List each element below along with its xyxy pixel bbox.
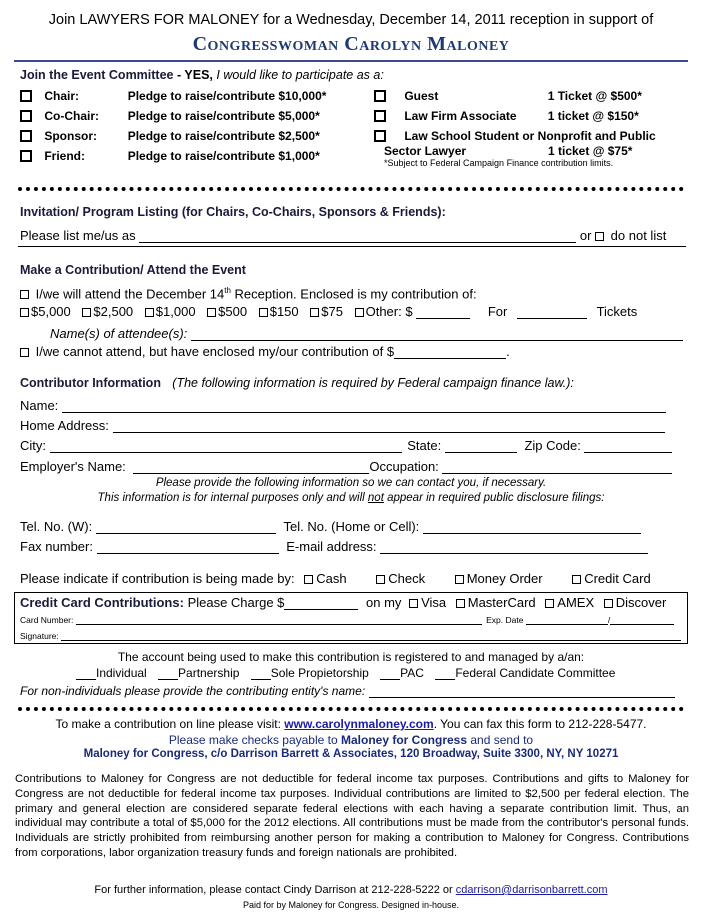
contributor-note: (The following information is required by Federal campaign finance law.): <box>172 376 574 390</box>
guest-checkbox[interactable] <box>374 90 386 102</box>
fax-row <box>20 539 648 554</box>
checks-row <box>0 733 702 747</box>
payment-option-money-order[interactable]: Money Order <box>455 571 543 586</box>
amount-option-500[interactable]: $500 <box>207 304 247 319</box>
card-amex[interactable]: AMEX <box>545 595 594 610</box>
tickets-text: Tickets <box>596 304 638 319</box>
name-label: Name: <box>20 398 59 413</box>
co-chair-checkbox[interactable] <box>20 110 32 122</box>
ticket-price-student: 1 ticket @ $75* <box>548 144 633 158</box>
listing-underline <box>18 246 686 247</box>
entity-name-row <box>20 684 675 698</box>
attendees-row <box>50 326 683 341</box>
committee-heading <box>20 68 384 82</box>
law-firm-associate-checkbox[interactable] <box>374 110 386 122</box>
entity-name-label: For non-individuals please provide the contributing entity's name: <box>20 684 366 698</box>
online-row <box>0 717 702 731</box>
invitation-list-row <box>20 228 666 243</box>
city-row <box>20 438 672 453</box>
tel-work-label: Tel. No. (W): <box>20 519 93 534</box>
payment-option-credit-card[interactable]: Credit Card <box>572 571 650 586</box>
employer-line[interactable] <box>133 462 369 474</box>
other-amount-line[interactable] <box>416 307 470 319</box>
card-mastercard[interactable]: MasterCard <box>456 595 536 610</box>
signature-row <box>20 631 681 641</box>
name-line[interactable] <box>62 401 666 413</box>
name-row <box>20 398 666 413</box>
attendees-label: Name(s) of attendee(s): <box>50 326 188 341</box>
ticket-price: 1 ticket @ $150* <box>547 109 639 123</box>
signature-label: Signature: <box>20 631 59 641</box>
exp-month-line[interactable] <box>526 616 608 625</box>
attend-post: Reception. Enclosed is my contribution of: <box>230 286 477 302</box>
level-label: Sponsor: <box>44 129 98 143</box>
amount-options-row <box>20 304 637 319</box>
dotted-divider <box>18 187 684 191</box>
entity-types-row <box>76 666 615 680</box>
credit-card-title: Credit Card Contributions: <box>20 595 184 610</box>
disclaimer-paragraph: Contributions to Maloney for Congress are not deductible for federal income tax purposes. Contributions and gifts to Maloney for Congress are not deductible for federal income tax purposes. Individual contributions are limited to $2,500 per federal election. The primary and general election are considered separate federal elections with each having a separate contribution limit. Thus, an individual may contribute a total of $5,000 for the 2012 elections. All contributions must be made from the contributor's personal funds. Individuals are strictly prohibited from reimbursing another person for making a contribution to Maloney for Congress. Contributions from corporations, labor organization treasury funds and foreign nationals are prohibited. <box>15 773 689 859</box>
entity-name-line[interactable] <box>369 686 675 698</box>
card-discover[interactable]: Discover <box>604 595 667 610</box>
ticket-count-line[interactable] <box>517 307 587 319</box>
entity-individual[interactable]: Individual <box>76 666 147 680</box>
tel-home-label: Tel. No. (Home or Cell): <box>283 519 420 534</box>
amount-option-1000[interactable]: $1,000 <box>145 304 196 319</box>
occupation-label: Occupation: <box>369 459 439 474</box>
ticket-label: Law School Student or Nonprofit and Public <box>404 129 656 143</box>
online-post: . You can fax this form to 212-228-5477. <box>433 717 647 731</box>
header-candidate-name: Congresswoman Carolyn Maloney <box>192 33 510 55</box>
payment-option-check[interactable]: Check <box>376 571 425 586</box>
entity-partnership[interactable]: Partnership <box>158 666 239 680</box>
checks-post: and send to <box>470 733 534 747</box>
amount-option-75[interactable]: $75 <box>310 304 343 319</box>
footer-contact <box>0 884 702 896</box>
ticket-label: Guest <box>404 89 439 103</box>
footer-contact-text: For further information, please contact Cindy Darrison at 212-228-5222 or <box>94 884 453 896</box>
level-label: Friend: <box>44 149 86 163</box>
zip-label: Zip Code: <box>524 438 581 453</box>
level-label: Chair: <box>44 89 80 103</box>
cannot-attend-text: I/we cannot attend, but have enclosed my/our contribution of $ <box>35 344 395 359</box>
city-line[interactable] <box>50 441 402 453</box>
ticket-label: Law Firm Associate <box>404 109 517 123</box>
info-line-1: Please provide the following information so we can contact you, if necessary. <box>155 477 547 489</box>
cannot-attend-row[interactable]: I/we cannot attend, but have enclosed my/our contribution of $ . <box>20 344 510 359</box>
card-visa[interactable]: Visa <box>409 595 446 610</box>
checks-pre: Please make checks payable to <box>168 733 338 747</box>
ticket-student-nonprofit[interactable] <box>374 129 656 143</box>
student-nonprofit-checkbox[interactable] <box>374 130 386 142</box>
footer-paid-for: Paid for by Maloney for Congress. Designed in-house. <box>242 900 460 910</box>
amount-option-other[interactable]: Other: $ <box>355 304 413 319</box>
charge-amount-line[interactable] <box>284 598 358 610</box>
tel-home-line[interactable] <box>423 522 641 534</box>
employer-row <box>20 459 672 474</box>
fax-line[interactable] <box>97 542 279 554</box>
amount-option-2500[interactable]: $2,500 <box>82 304 133 319</box>
attend-checkbox[interactable] <box>20 290 29 299</box>
attend-pre: I/we will attend the December 14 <box>35 286 225 302</box>
committee-level-co-chair[interactable] <box>20 109 320 123</box>
occupation-line[interactable] <box>442 462 672 474</box>
ticket-law-firm-associate[interactable] <box>374 109 639 123</box>
checks-payee: Maloney for Congress <box>341 733 468 747</box>
zip-line[interactable] <box>584 441 672 453</box>
level-pledge: Pledge to raise/contribute $10,000* <box>127 89 327 103</box>
entity-pac[interactable]: PAC <box>380 666 424 680</box>
card-number-row: Card Number: Exp. Date / <box>20 615 674 625</box>
committee-yes: - YES, <box>176 68 213 82</box>
sponsor-checkbox[interactable] <box>20 130 32 142</box>
attend-sup: th <box>224 286 231 295</box>
do-not-list-checkbox[interactable] <box>595 232 604 241</box>
charge-label: Please Charge $ <box>187 595 285 610</box>
level-pledge: Pledge to raise/contribute $5,000* <box>127 109 320 123</box>
entity-sole-proprietorship[interactable]: Sole Propietorship <box>251 666 369 680</box>
committee-title: Join the Event Committee <box>20 68 174 82</box>
committee-footnote: *Subject to Federal Campaign Finance contribution limits. <box>384 158 614 168</box>
ticket-guest[interactable] <box>374 89 642 103</box>
amount-option-150[interactable]: $150 <box>259 304 299 319</box>
attendees-line[interactable] <box>191 329 683 341</box>
exp-year-line[interactable] <box>610 616 674 625</box>
cannot-attend-checkbox[interactable] <box>20 348 29 357</box>
ticket-label-line2: Sector Lawyer <box>384 144 467 158</box>
committee-yes-rest: I would like to participate as a: <box>216 68 384 82</box>
contribution-title: Make a Contribution/ Attend the Event <box>20 263 246 277</box>
mailing-address: Maloney for Congress, c/o Darrison Barrett & Associates, 120 Broadway, Suite 3300, NY, NY 10271 <box>83 748 619 760</box>
entity-federal-candidate-committee[interactable]: Federal Candidate Committee <box>435 666 615 680</box>
invitation-title: Invitation/ Program Listing (for Chairs, Co-Chairs, Sponsors & Friends): <box>20 205 446 219</box>
card-number-label: Card Number: <box>20 615 74 625</box>
friend-checkbox[interactable] <box>20 150 32 162</box>
email-label: E-mail address: <box>286 539 377 554</box>
fax-label: Fax number: <box>20 539 93 554</box>
state-label: State: <box>407 438 442 453</box>
employer-label: Employer's Name: <box>20 459 126 474</box>
info-line-2: This information is for internal purposes only and will not appear in required public disclosure filings: <box>97 492 605 504</box>
payment-method-row <box>20 571 651 586</box>
committee-level-sponsor[interactable] <box>20 129 320 143</box>
home-address-row <box>20 418 665 433</box>
committee-level-chair[interactable] <box>20 89 326 103</box>
on-my-text: on my <box>366 595 402 610</box>
level-pledge: Pledge to raise/contribute $1,000* <box>127 149 320 163</box>
credit-card-charge-row <box>20 595 666 610</box>
card-number-line[interactable] <box>76 616 482 625</box>
chair-checkbox[interactable] <box>20 90 32 102</box>
header-invitation-line: Join LAWYERS FOR MALONEY for a Wednesday, December 14, 2011 reception in support of <box>48 12 654 28</box>
home-address-label: Home Address: <box>20 418 109 433</box>
contributor-title: Contributor Information <box>20 376 161 390</box>
city-label: City: <box>20 438 46 453</box>
tel-work-line[interactable] <box>96 522 276 534</box>
home-address-line[interactable] <box>113 421 665 433</box>
payment-option-cash[interactable]: Cash <box>304 571 346 586</box>
signature-line[interactable] <box>61 632 681 641</box>
email-line[interactable] <box>380 542 648 554</box>
do-not-list-text: do not list <box>610 228 667 243</box>
state-line[interactable] <box>445 441 517 453</box>
listing-name-line[interactable] <box>139 231 576 243</box>
list-label: Please list me/us as <box>20 228 136 243</box>
exp-date-label: Exp. Date <box>486 615 524 625</box>
website-link[interactable]: www.carolynmaloney.com <box>284 717 434 731</box>
dotted-divider <box>18 707 684 711</box>
ticket-price: 1 Ticket @ $500* <box>547 89 642 103</box>
header-divider <box>14 60 688 62</box>
committee-level-friend[interactable] <box>20 149 320 163</box>
payment-label: Please indicate if contribution is being made by: <box>20 571 295 586</box>
or-text: or <box>579 228 592 243</box>
level-pledge: Pledge to raise/contribute $2,500* <box>127 129 320 143</box>
contributor-heading <box>20 376 574 390</box>
footer-email-link[interactable]: cdarrison@darrisonbarrett.com <box>455 884 608 896</box>
attend-row[interactable] <box>20 286 477 301</box>
cannot-attend-amount-line[interactable] <box>394 347 506 359</box>
amount-option-5000[interactable]: $5,000 <box>20 304 71 319</box>
level-label: Co-Chair: <box>44 109 100 123</box>
for-text: For <box>487 304 508 319</box>
entity-intro: The account being used to make this contribution is registered to and managed by a/an: <box>117 650 585 664</box>
online-pre: To make a contribution on line please visit: <box>55 717 281 731</box>
tel-row <box>20 519 641 534</box>
